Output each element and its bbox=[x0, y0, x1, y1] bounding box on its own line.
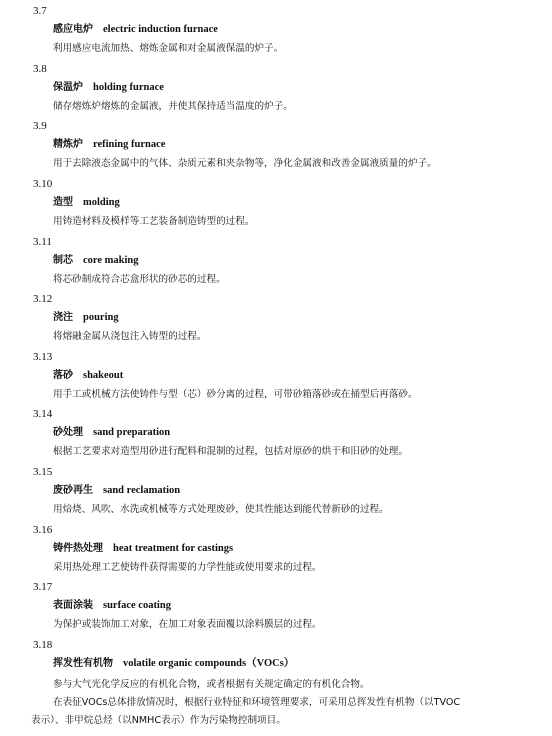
term-english: refining furnace bbox=[93, 139, 166, 150]
term-english: sand reclamation bbox=[103, 485, 181, 496]
note-continuation: 表示）、非甲烷总烃（以NMHC表示）作为污染物控制项目。 bbox=[31, 715, 286, 726]
term-definition bbox=[31, 676, 533, 730]
clause-number: 3.11 bbox=[33, 236, 52, 248]
term-heading bbox=[53, 23, 218, 37]
term-definition: 采用热处理工艺使铸件获得需要的力学性能或使用要求的过程。 bbox=[53, 562, 322, 573]
term-heading bbox=[53, 138, 165, 152]
clause-number: 3.16 bbox=[33, 524, 53, 536]
clause-number: 3.7 bbox=[33, 5, 47, 17]
clause-number: 3.9 bbox=[33, 120, 47, 132]
term-heading bbox=[53, 254, 139, 268]
note-line: 在表征VOCs总体排放情况时，根据行业特征和环境管理要求，可采用总挥发性有机物（以TVOC bbox=[53, 697, 461, 708]
clause-number: 3.8 bbox=[33, 63, 47, 75]
term-definition: 用焙烧、风吹、水洗或机械等方式处理废砂，使其性能达到能代替新砂的过程。 bbox=[53, 504, 389, 515]
term-english: sand preparation bbox=[93, 427, 171, 438]
term-chinese: 废砂再生 bbox=[53, 485, 93, 496]
term-definition: 用于去除液态金属中的气体、杂质元素和夹杂物等，净化金属液和改善金属液质量的炉子。 bbox=[53, 158, 437, 169]
term-chinese: 保温炉 bbox=[53, 82, 83, 93]
clause-number: 3.17 bbox=[33, 581, 53, 593]
term-heading bbox=[53, 196, 120, 210]
term-definition: 根据工艺要求对造型用砂进行配料和混制的过程，包括对原砂的烘干和旧砂的处理。 bbox=[53, 446, 408, 457]
clause-number: 3.10 bbox=[33, 178, 53, 190]
term-chinese: 落砂 bbox=[53, 370, 73, 381]
term-english: core making bbox=[83, 255, 139, 266]
term-definition: 用铸造材料及模样等工艺装备制造铸型的过程。 bbox=[53, 216, 255, 227]
term-english: surface coating bbox=[103, 600, 171, 611]
term-definition: 将熔融金属从浇包注入铸型的过程。 bbox=[53, 331, 207, 342]
term-definition: 储存熔炼炉熔炼的金属液，并使其保持适当温度的炉子。 bbox=[53, 101, 293, 112]
term-heading bbox=[53, 81, 164, 95]
term-chinese: 表面涂装 bbox=[53, 600, 93, 611]
term-english: holding furnace bbox=[93, 82, 164, 93]
term-definition: 利用感应电流加热、熔炼金属和对金属液保温的炉子。 bbox=[53, 43, 284, 54]
definition-line: 参与大气光化学反应的有机化合物，或者根据有关规定确定的有机化合物。 bbox=[53, 679, 370, 690]
clause-number: 3.18 bbox=[33, 639, 53, 651]
term-english: electric induction furnace bbox=[103, 24, 218, 35]
term-chinese: 浇注 bbox=[53, 312, 73, 323]
term-definition: 将芯砂制成符合芯盒形状的砂芯的过程。 bbox=[53, 274, 226, 285]
term-english: molding bbox=[83, 197, 120, 208]
term-definition: 为保护或装饰加工对象，在加工对象表面覆以涂料膜层的过程。 bbox=[53, 619, 322, 630]
term-english: heat treatment for castings bbox=[113, 543, 234, 554]
term-chinese: 精炼炉 bbox=[53, 139, 83, 150]
term-heading bbox=[53, 657, 294, 671]
term-english: shakeout bbox=[83, 370, 124, 381]
term-chinese: 挥发性有机物 bbox=[53, 658, 113, 669]
term-chinese: 制芯 bbox=[53, 255, 73, 266]
term-heading bbox=[53, 484, 180, 498]
term-heading bbox=[53, 542, 233, 556]
term-chinese: 砂处理 bbox=[53, 427, 83, 438]
clause-number: 3.13 bbox=[33, 351, 53, 363]
term-definition: 用手工或机械方法使铸件与型（芯）砂分离的过程，可带砂箱落砂或在捅型后再落砂。 bbox=[53, 389, 418, 400]
term-english: pouring bbox=[83, 312, 119, 323]
term-heading bbox=[53, 369, 123, 383]
term-heading bbox=[53, 599, 171, 613]
term-chinese: 造型 bbox=[53, 197, 73, 208]
term-english: volatile organic compounds（VOCs） bbox=[123, 658, 295, 669]
term-heading bbox=[53, 311, 119, 325]
clause-number: 3.12 bbox=[33, 293, 53, 305]
clause-number: 3.14 bbox=[33, 408, 53, 420]
term-heading bbox=[53, 426, 170, 440]
term-chinese: 铸件热处理 bbox=[53, 543, 103, 554]
term-chinese: 感应电炉 bbox=[53, 24, 93, 35]
clause-number: 3.15 bbox=[33, 466, 53, 478]
